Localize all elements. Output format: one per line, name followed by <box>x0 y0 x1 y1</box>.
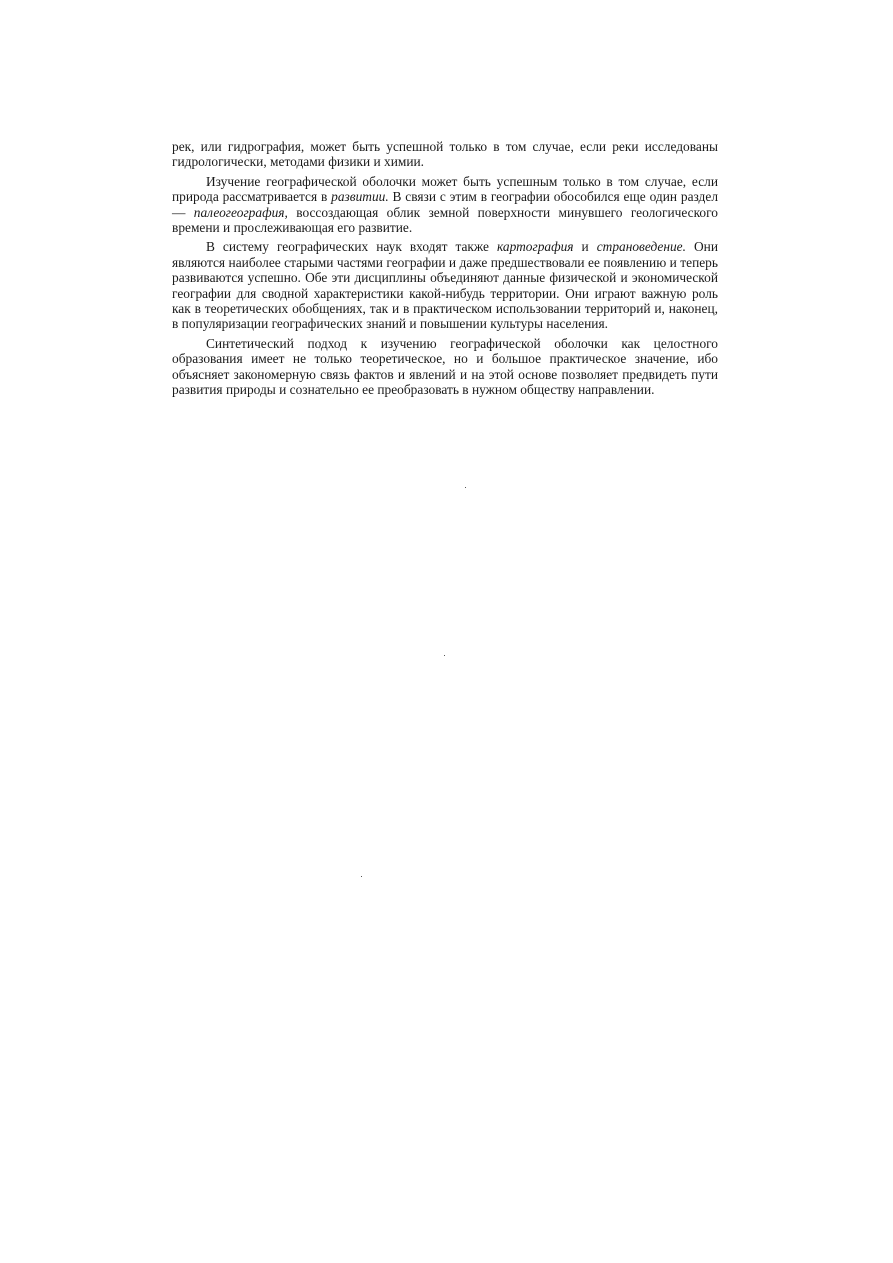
paragraph-text: Они являются наиболее старыми частями географии и даже предшествовали ее появлению и теперь развиваются успешно. Обе эти дисциплины объединяют данные физической и экономической географии для сводной характеристики какой-нибудь территории. Они играют важную роль как в теоретических обобщениях, так и в практическом использовании территорий и, наконец, в популяризации географических знаний и повышении культуры населения. <box>172 239 718 332</box>
body-text <box>172 139 718 398</box>
italic-term: развитии. <box>331 189 389 205</box>
paragraph-text: Синтетический подход к изучению географической оболочки как целостного образования имеет не только теоретическое, но и большое практическое значение, ибо объясняет закономерную связь фактов и явлений и на этой основе позволяет предвидеть пути развития природы и сознательно ее преобразовать в нужном обществу направлении. <box>172 335 718 398</box>
scan-speck <box>361 876 362 877</box>
paragraph-text: В связи с этим в географии обособился еще один раздел — <box>172 189 718 220</box>
paragraph-text: рек, или гидрография, может быть успешной только в том случае, если реки исследованы гидрологически, методами физики и химии. <box>172 139 718 170</box>
italic-term: палеогеография, <box>193 204 288 220</box>
italic-term: картография <box>496 239 574 255</box>
paragraph-1 <box>172 139 718 170</box>
paragraph-3 <box>172 239 718 331</box>
scan-speck <box>444 655 445 656</box>
paragraph-text: и <box>573 239 597 255</box>
paragraph-2 <box>172 174 718 236</box>
paragraph-text: воссоздающая облик земной поверхности минувшего геологического времени и прослеживающая его развитие. <box>172 204 718 236</box>
scan-speck <box>465 487 466 488</box>
paragraph-text: В систему географических наук входят также <box>206 239 497 255</box>
paragraph-text: Изучение географической оболочки может быть успешным только в том случае, если природа рассматривается в <box>172 173 718 205</box>
italic-term: страноведение. <box>596 239 686 255</box>
paragraph-4 <box>172 336 718 398</box>
